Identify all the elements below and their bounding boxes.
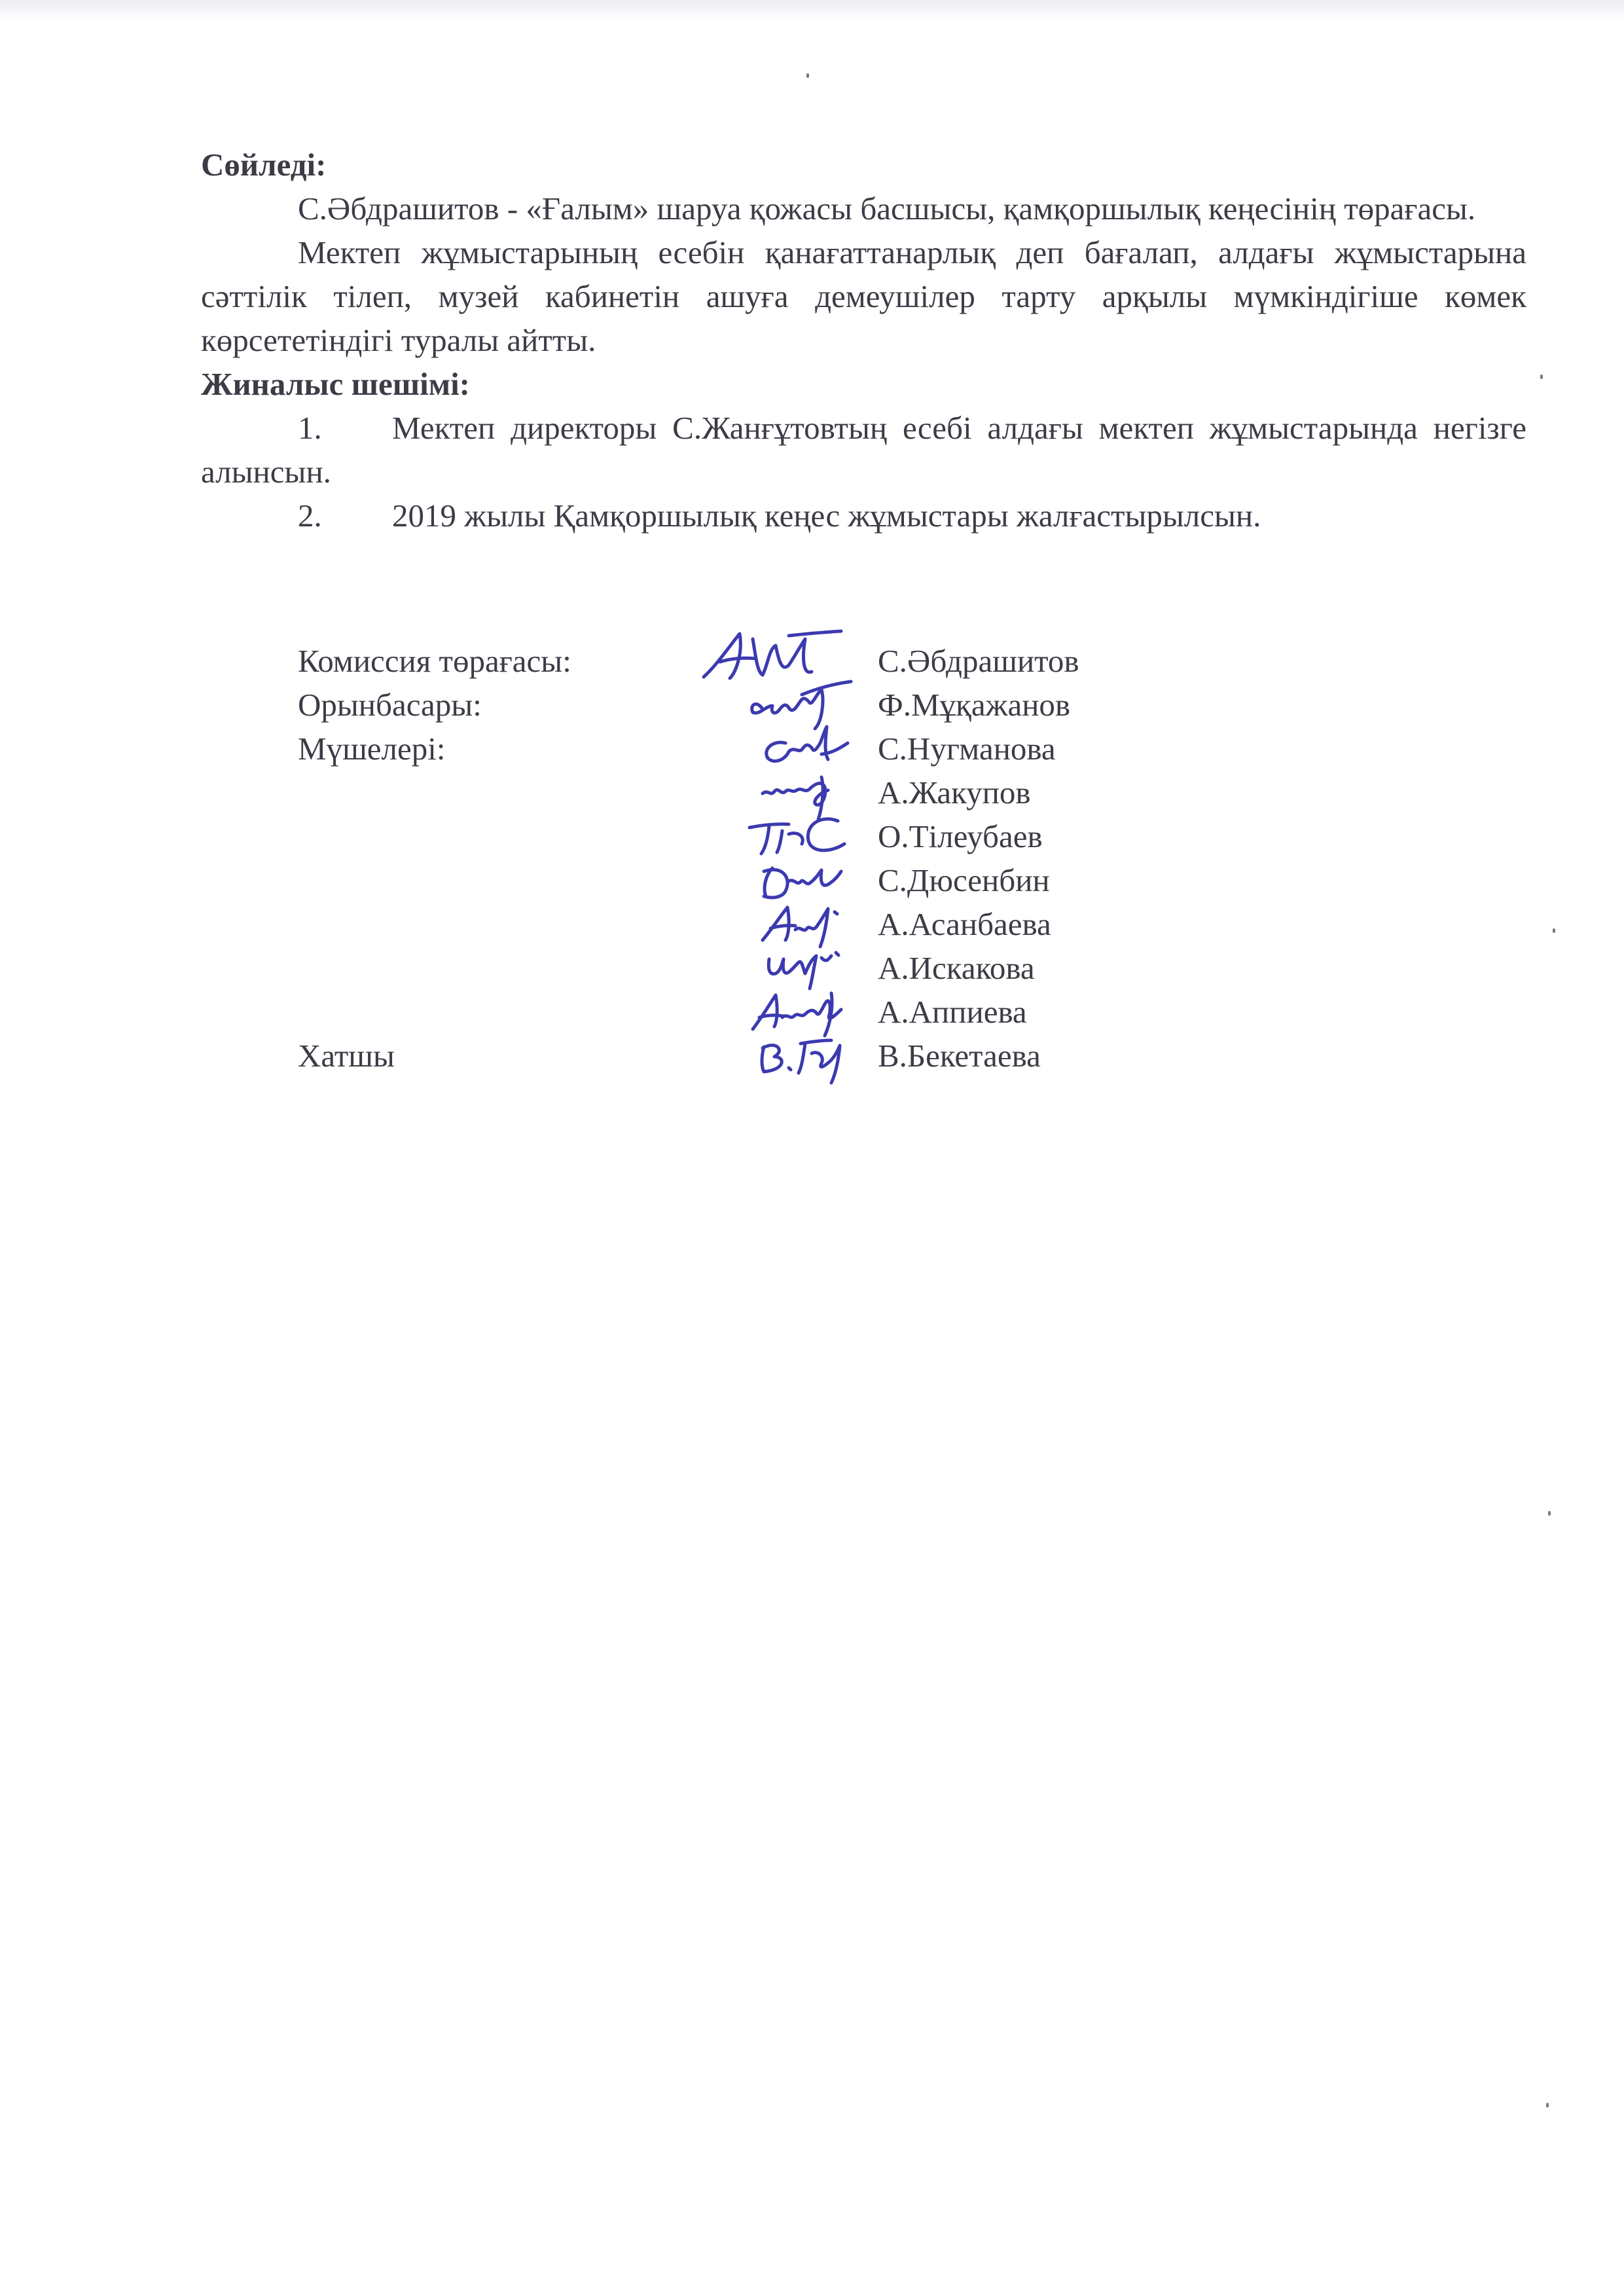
document-body — [201, 143, 1526, 538]
scan-top-edge — [0, 0, 1624, 20]
speech-paragraph: Мектеп жұмыстарының есебін қанағаттанарлық деп бағалап, алдағы жұмыстарына сәттілік тілеп, музей кабинетін ашуға демеушілер тарту арқылы мүмкіндігіше көмек көрсететіндігі туралы айтты. — [201, 234, 1526, 358]
signatory-role: Мүшелері: — [298, 731, 446, 767]
decision-item — [201, 494, 1526, 538]
signatory-role: Комиссия төрағасы: — [298, 643, 571, 679]
signatory-name: С.Нугманова — [878, 731, 1056, 767]
signatory-name: О.Тілеубаев — [878, 818, 1043, 854]
signatory-name: С.Дюсенбин — [878, 862, 1050, 898]
decision-text: 2019 жылы Қамқоршылық кеңес жұмыстары жалғастырылсын. — [392, 498, 1261, 534]
signatory-name: А.Аппиева — [878, 994, 1027, 1030]
scan-speck — [1546, 2103, 1549, 2107]
signatory-name: С.Әбдрашитов — [878, 643, 1079, 679]
signatory-name: Ф.Мұқажанов — [878, 687, 1071, 723]
signatory-role: Орынбасары: — [298, 687, 482, 723]
scan-speck — [1548, 1511, 1551, 1516]
signature-block — [298, 639, 1214, 1078]
signatory-name: А.Жакупов — [878, 774, 1031, 811]
decision-item — [201, 406, 1526, 494]
decision-heading: Жиналыс шешімі: — [201, 366, 470, 402]
decision-number: 1. — [298, 410, 322, 446]
scan-speck — [1553, 928, 1555, 933]
signatory-name: А.Асанбаева — [878, 906, 1051, 942]
scan-speck — [806, 73, 809, 78]
signatory-row — [298, 1034, 1214, 1078]
speaker-paragraph: С.Әбдрашитов - «Ғалым» шаруа қожасы басшысы, қамқоршылық кеңесінің төрағасы. — [298, 191, 1476, 227]
decision-number: 2. — [298, 498, 322, 534]
signatory-role: Хатшы — [298, 1038, 395, 1074]
speakers-heading: Сөйледі: — [201, 147, 327, 183]
signatory-name: В.Бекетаева — [878, 1038, 1041, 1074]
decision-text: Мектеп директоры С.Жанғұтовтың есебі алдағы мектеп жұмыстарында негізге алынсын. — [201, 410, 1526, 490]
signatory-name: А.Искакова — [878, 950, 1035, 986]
scan-speck — [1540, 374, 1543, 379]
handwritten-signature — [691, 1021, 867, 1086]
